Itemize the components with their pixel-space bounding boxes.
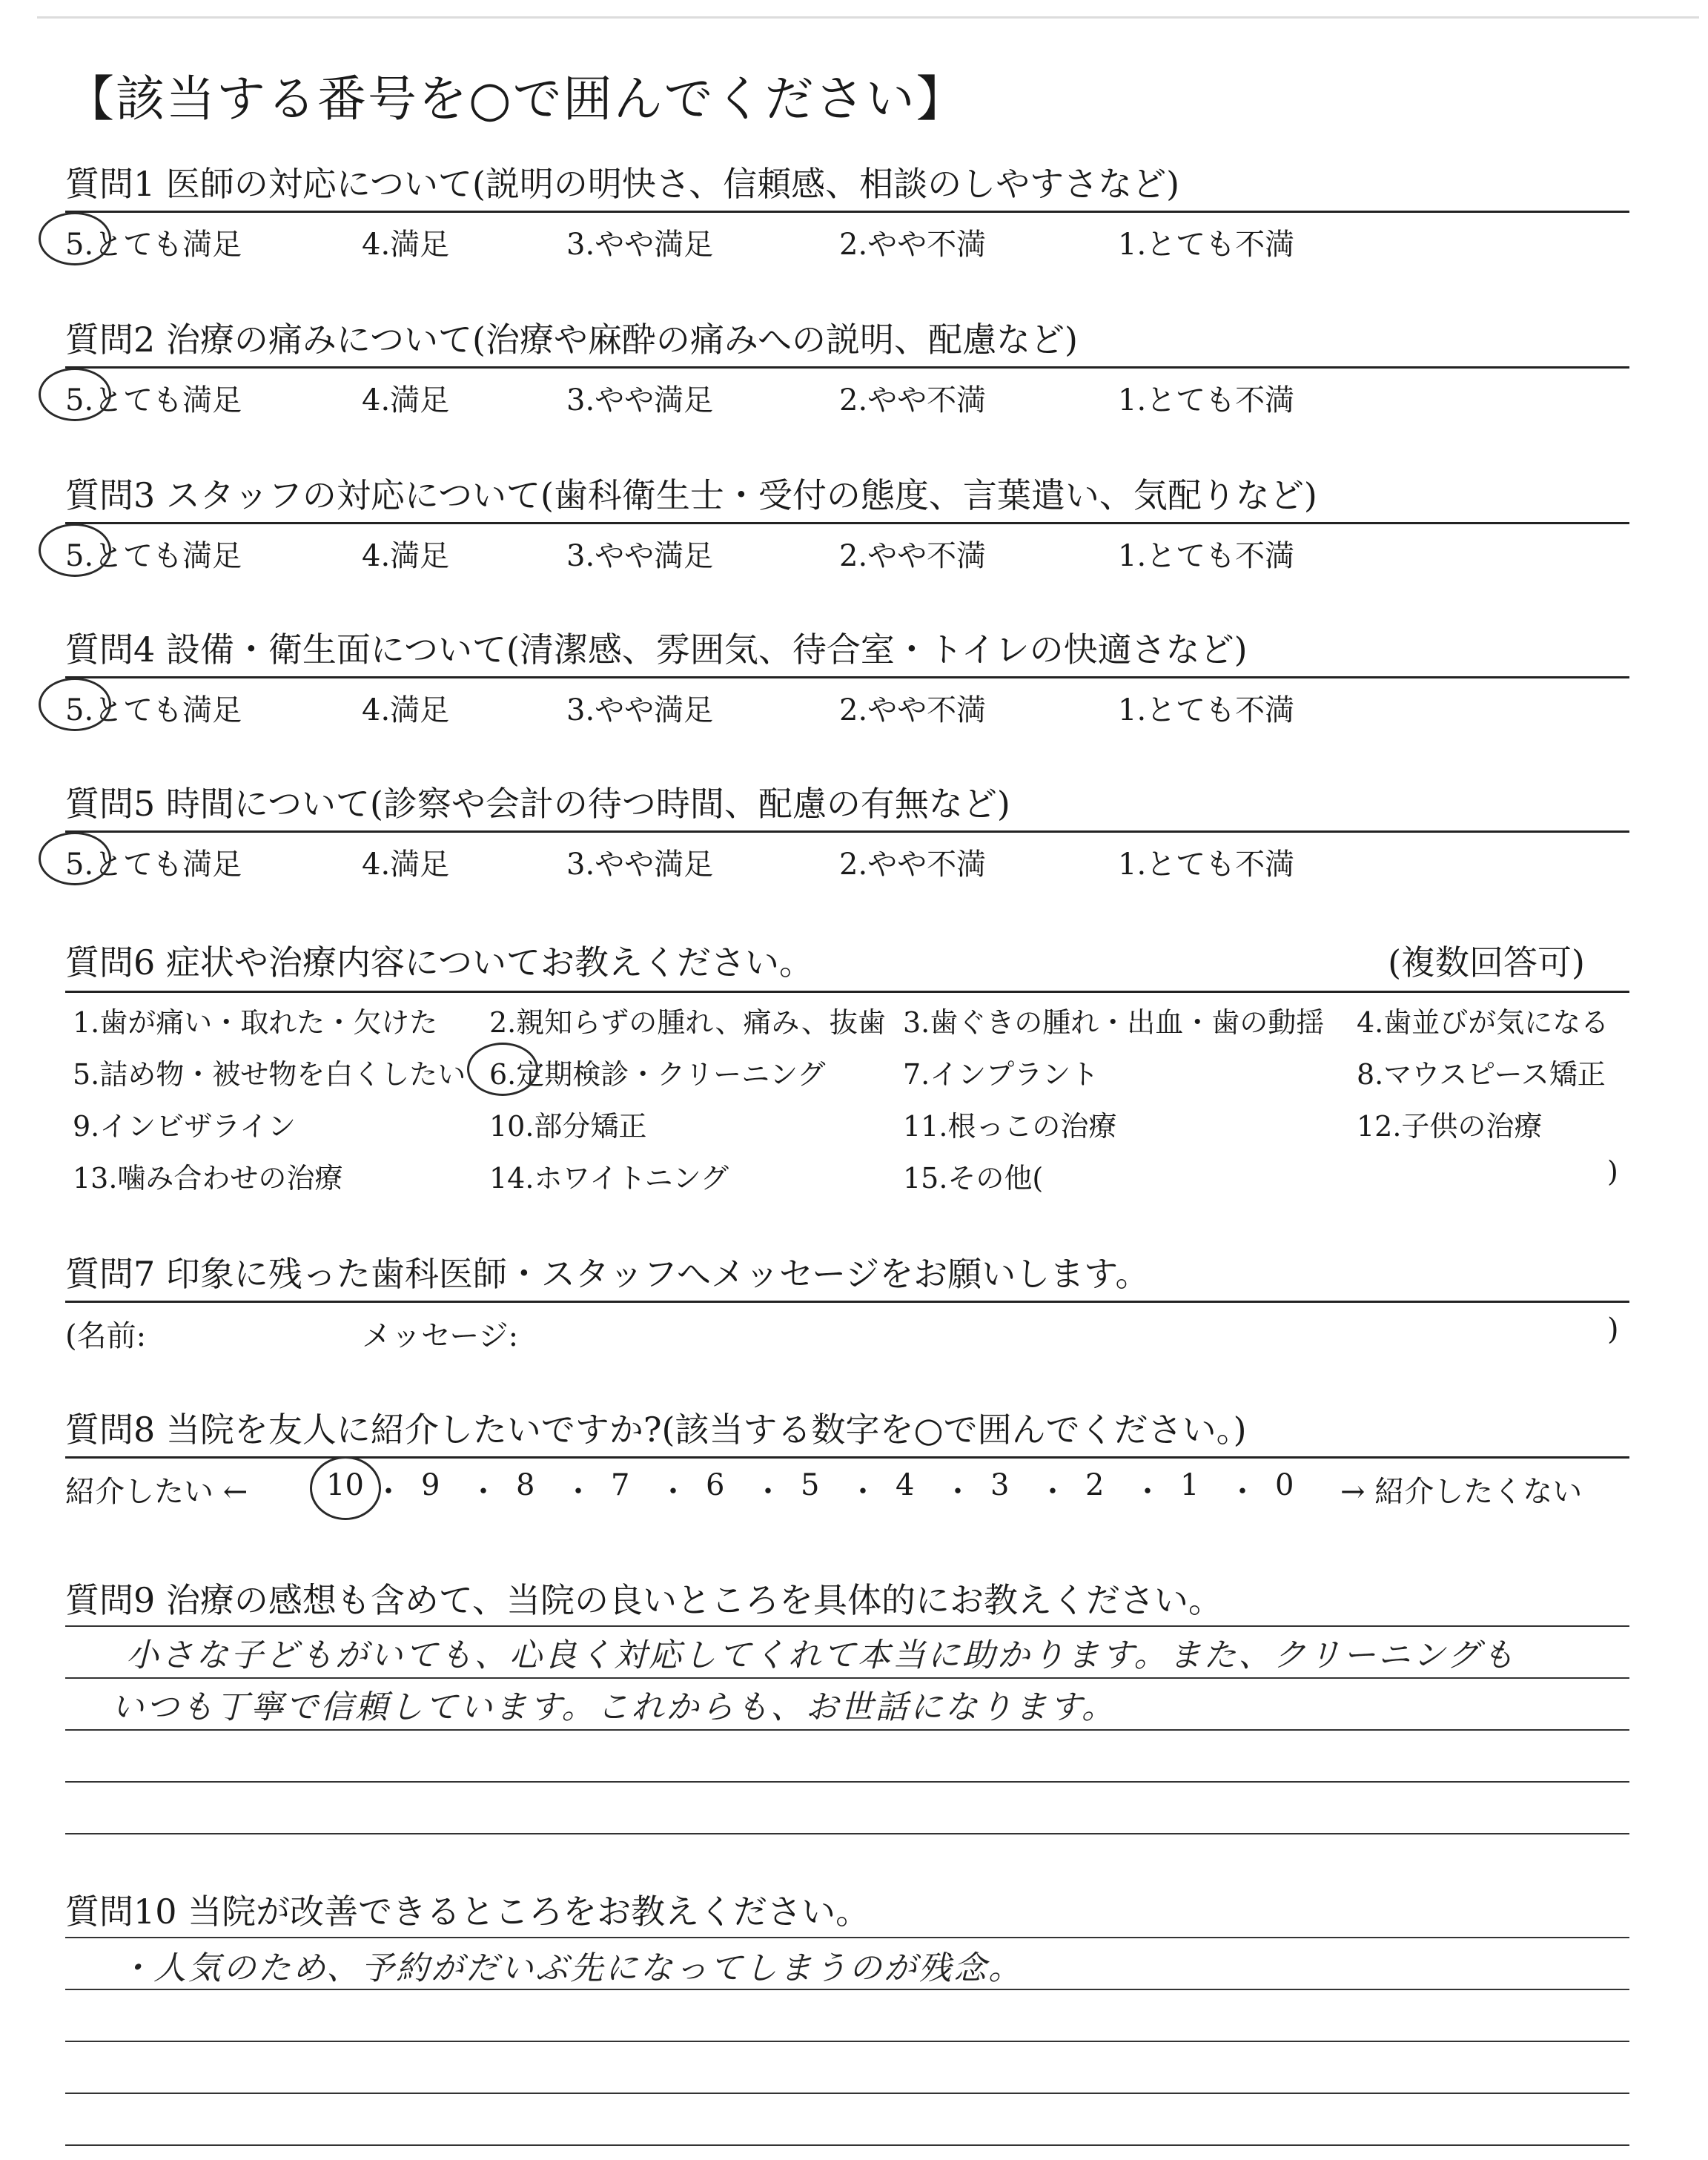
handwritten-answer: ・人気のため、予約がだいぶ先になってしまうのが残念。 [119,1949,1024,1987]
question-underline [65,1301,1629,1303]
question-title: 質問7 印象に残った歯科医師・スタッフへメッセージをお願いします。 [65,1254,1150,1294]
rating-option[interactable]: 4.満足 [362,383,450,417]
rating-option[interactable]: 4.満足 [362,539,450,573]
question-underline [65,1456,1629,1459]
selected-circle [39,678,111,731]
question-underline [65,676,1629,678]
recommend-score[interactable]: 5 [801,1468,820,1502]
rating-option[interactable]: 1.とても不満 [1118,383,1295,417]
recommend-score[interactable]: 4 [896,1468,915,1502]
rating-option[interactable]: 4.満足 [362,848,450,882]
question-underline [65,211,1629,213]
recommend-score[interactable]: 7 [611,1468,630,1502]
question-underline [65,522,1629,524]
name-label: (名前: [65,1319,147,1353]
question-title: 質問8 当院を友人に紹介したいですか?(該当する数字を○で囲んでください。) [65,1410,1247,1450]
handwritten-answer: 小さな子どもがいても、心良く対応してくれて本当に助かります。また、クリーニングも [126,1636,1517,1674]
scale-separator: ・ [374,1475,403,1509]
rating-option[interactable]: 2.やや不満 [839,383,987,417]
answer-line [65,1677,1629,1679]
rating-option[interactable]: 3.やや満足 [566,228,714,262]
answer-line [65,1781,1629,1783]
question-title: 質問10 当院が改善できるところをお教えください。 [65,1892,870,1932]
handwritten-answer: いつも丁寧で信頼しています。これからも、お世話になります。 [111,1688,1116,1726]
scale-separator: ・ [1228,1475,1257,1509]
symptom-option[interactable]: 11.根っこの治療 [903,1110,1117,1143]
question-10 [65,1885,1629,1944]
rating-option[interactable]: 5.とても満足 [65,693,242,727]
symptom-option[interactable]: 5.詰め物・被せ物を白くしたい [73,1058,466,1091]
rating-option[interactable]: 5.とても満足 [65,228,242,262]
answer-line [65,2093,1629,2094]
rating-option[interactable]: 4.満足 [362,228,450,262]
selected-circle [310,1456,381,1520]
scale-separator: ・ [658,1475,688,1509]
answer-line [65,1729,1629,1731]
question-title: 質問2 治療の痛みについて(治療や麻酔の痛みへの説明、配慮など) [65,320,1078,360]
question-title: 質問6 症状や治療内容についてお教えください。 [65,942,813,982]
answer-line [65,1625,1629,1627]
scale-separator: ・ [563,1475,593,1509]
question-5 [65,777,1629,888]
multiple-answer-note: (複数回答可) [1388,942,1585,982]
answer-line [65,1989,1629,1990]
question-title: 質問3 スタッフの対応について(歯科衛生士・受付の態度、言葉遣い、気配りなど) [65,475,1317,515]
rating-option[interactable]: 1.とても不満 [1118,693,1295,727]
question-1 [65,157,1629,268]
scale-separator: ・ [848,1475,878,1509]
recommend-left-label: 紹介したい ← [65,1475,248,1509]
top-border [37,16,1699,19]
question-underline [65,830,1629,833]
rating-option[interactable]: 2.やや不満 [839,539,987,573]
close-paren: ) [1607,1312,1619,1347]
question-title: 質問1 医師の対応について(説明の明快さ、信頼感、相談のしやすさなど) [65,164,1180,204]
rating-option[interactable]: 2.やや不満 [839,228,987,262]
symptom-option[interactable]: 10.部分矯正 [489,1110,647,1143]
recommend-score[interactable]: 10 [326,1468,364,1502]
question-underline [65,991,1629,993]
rating-option[interactable]: 1.とても不満 [1118,539,1295,573]
message-label: メッセージ: [362,1319,519,1353]
symptom-option[interactable]: 9.インビザライン [73,1110,297,1143]
question-4 [65,623,1629,734]
selected-circle [467,1043,538,1096]
symptom-option[interactable]: 12.子供の治療 [1357,1110,1543,1143]
symptom-option: ) [1607,1155,1618,1188]
answer-line [65,2144,1629,2146]
rating-option[interactable]: 1.とても不満 [1118,228,1295,262]
recommend-score[interactable]: 0 [1275,1468,1294,1502]
symptom-option[interactable]: 4.歯並びが気になる [1357,1006,1609,1039]
rating-option[interactable]: 5.とても満足 [65,539,242,573]
rating-option[interactable]: 3.やや満足 [566,693,714,727]
rating-option[interactable]: 3.やや満足 [566,848,714,882]
survey-heading: 【該当する番号を○で囲んでください】 [65,70,967,128]
question-underline [65,366,1629,369]
selected-circle [39,368,111,421]
recommend-score[interactable]: 2 [1085,1468,1105,1502]
recommend-score[interactable]: 3 [990,1468,1010,1502]
symptom-option[interactable]: 7.インプラント [903,1058,1099,1091]
symptom-option[interactable]: 13.噛み合わせの治療 [73,1162,343,1195]
selected-circle [39,524,111,577]
question-title: 質問5 時間について(診察や会計の待つ時間、配慮の有無など) [65,784,1010,824]
rating-option[interactable]: 2.やや不満 [839,848,987,882]
symptom-option[interactable]: 1.歯が痛い・取れた・欠けた [73,1006,438,1039]
symptom-option[interactable]: 14.ホワイトニング [489,1162,729,1195]
symptom-option[interactable]: 8.マウスピース矯正 [1357,1058,1606,1091]
question-7 [65,1247,1629,1351]
scale-separator: ・ [469,1475,498,1509]
recommend-score[interactable]: 9 [421,1468,440,1502]
selected-circle [39,832,111,885]
rating-option[interactable]: 4.満足 [362,693,450,727]
question-3 [65,469,1629,580]
question-8 [65,1403,1629,1522]
question-title: 質問4 設備・衛生面について(清潔感、雰囲気、待合室・トイレの快適さなど) [65,630,1248,670]
rating-option[interactable]: 3.やや満足 [566,539,714,573]
rating-option[interactable]: 2.やや不満 [839,693,987,727]
symptom-option[interactable]: 15.その他( [903,1162,1044,1195]
scale-separator: ・ [753,1475,783,1509]
rating-option[interactable]: 1.とても不満 [1118,848,1295,882]
rating-option[interactable]: 3.やや満足 [566,383,714,417]
answer-line [65,1833,1629,1834]
rating-option[interactable]: 5.とても満足 [65,383,242,417]
scale-separator: ・ [943,1475,973,1509]
recommend-score[interactable]: 6 [706,1468,725,1502]
recommend-right-label: → 紹介したくない [1340,1475,1583,1509]
recommend-score[interactable]: 8 [516,1468,535,1502]
rating-option[interactable]: 5.とても満足 [65,848,242,882]
recommend-score[interactable]: 1 [1180,1468,1199,1502]
symptom-option[interactable]: 6.定期検診・クリーニング [489,1058,826,1091]
symptom-option[interactable]: 3.歯ぐきの腫れ・出血・歯の動揺 [903,1006,1325,1039]
scale-separator: ・ [1133,1475,1162,1509]
answer-line [65,1937,1629,1938]
question-6 [65,936,1629,1218]
answer-line [65,2041,1629,2042]
scale-separator: ・ [1038,1475,1068,1509]
symptom-option[interactable]: 2.親知らずの腫れ、痛み、抜歯 [489,1006,886,1039]
selected-circle [39,212,111,265]
question-2 [65,313,1629,424]
question-title: 質問9 治療の感想も含めて、当院の良いところを具体的にお教えください。 [65,1580,1222,1620]
